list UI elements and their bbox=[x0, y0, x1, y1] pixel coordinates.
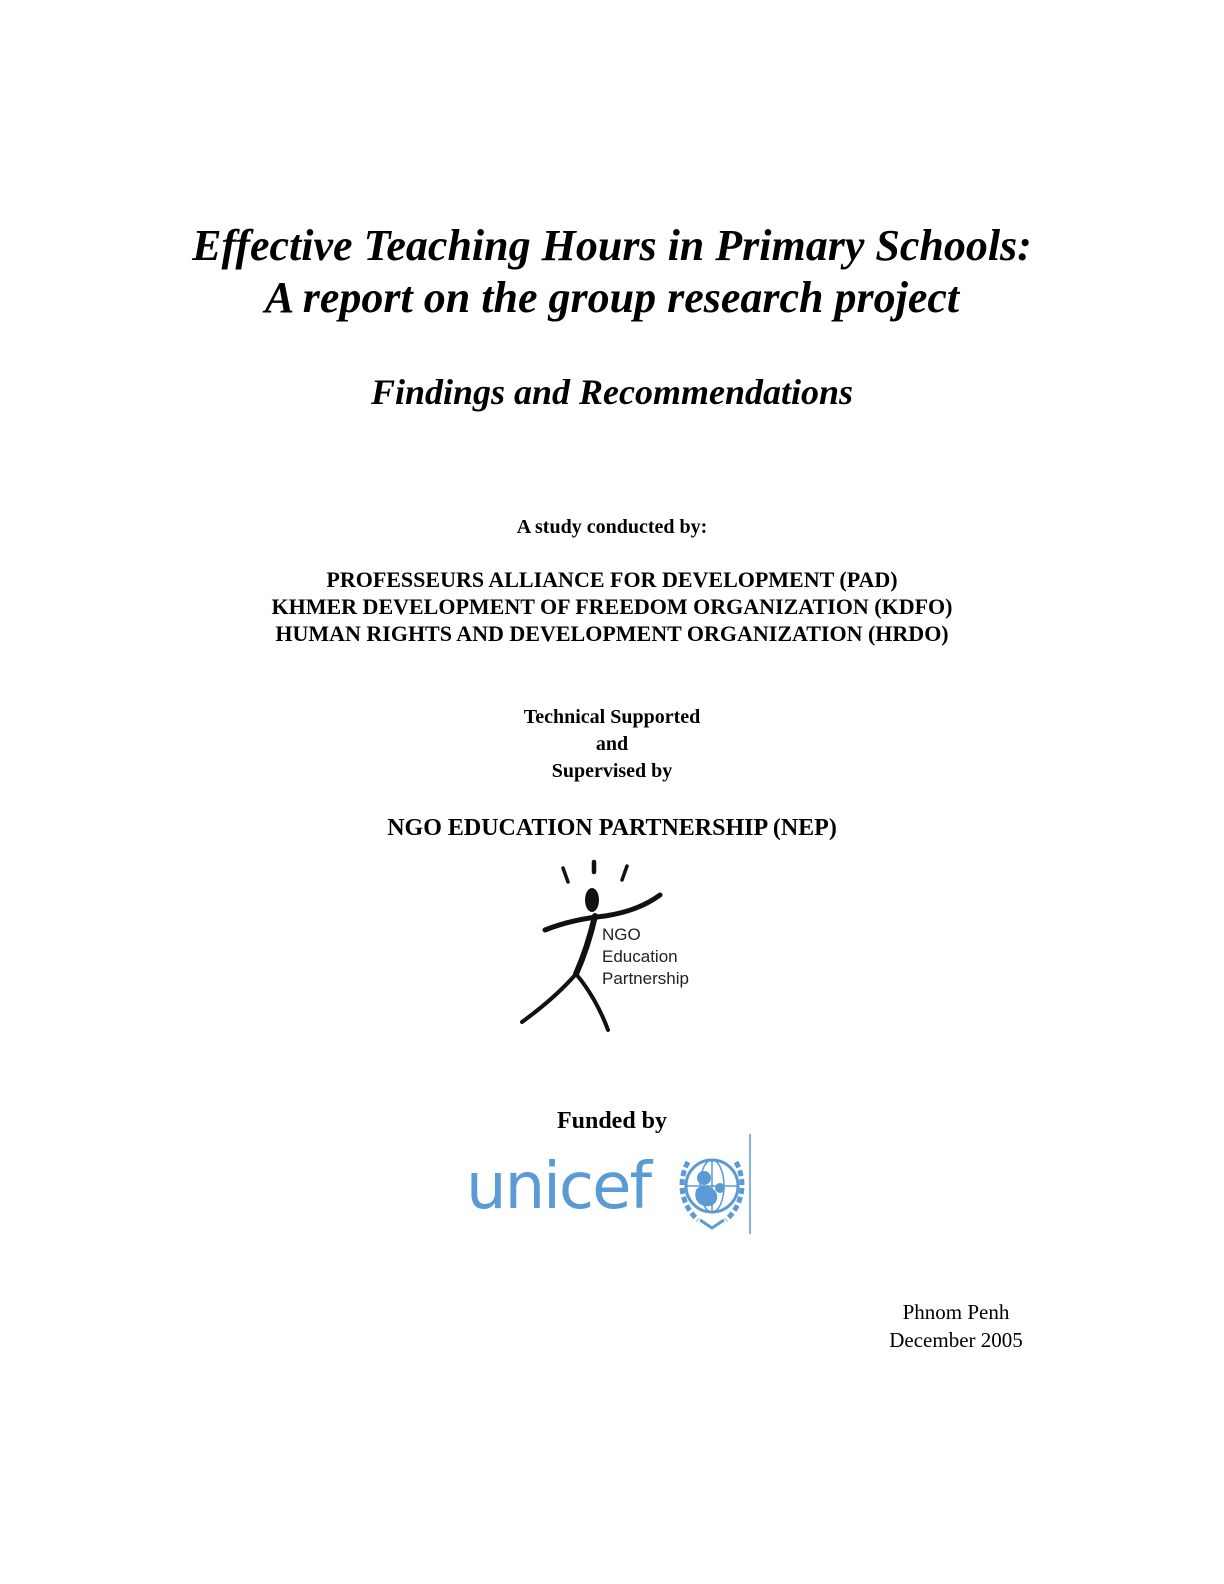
support-statement bbox=[0, 704, 1224, 785]
report-subtitle: Findings and Recommendations bbox=[370, 372, 854, 412]
title-line-2: A report on the group research project bbox=[264, 273, 960, 322]
date: December 2005 bbox=[889, 1328, 1023, 1352]
unicef-emblem-icon bbox=[674, 1132, 754, 1236]
nep-logo-line-2: Education bbox=[602, 947, 678, 966]
support-line-3: Supervised by bbox=[551, 760, 673, 782]
unicef-logo bbox=[466, 1132, 756, 1236]
organization-pad: PROFESSEURS ALLIANCE FOR DEVELOPMENT (PAD) bbox=[326, 567, 898, 592]
nep-logo-text bbox=[602, 924, 689, 990]
place: Phnom Penh bbox=[902, 1300, 1010, 1324]
organization-hrdo: HUMAN RIGHTS AND DEVELOPMENT ORGANIZATION (HRDO) bbox=[275, 621, 949, 646]
nep-logo bbox=[510, 858, 710, 1038]
unicef-wordmark: unicef bbox=[466, 1150, 650, 1224]
report-title bbox=[0, 220, 1224, 324]
partner-name: NGO EDUCATION PARTNERSHIP (NEP) bbox=[387, 815, 837, 841]
nep-logo-line-1: NGO bbox=[602, 925, 641, 944]
place-date bbox=[856, 1298, 1056, 1354]
support-line-1: Technical Supported bbox=[523, 706, 701, 728]
nep-logo-line-3: Partnership bbox=[602, 969, 689, 988]
funded-by-label: Funded by bbox=[556, 1108, 668, 1134]
title-line-1: Effective Teaching Hours in Primary Schools: bbox=[192, 221, 1032, 270]
organizations-list bbox=[0, 566, 1224, 647]
support-line-2: and bbox=[595, 733, 629, 755]
organization-kdfo: KHMER DEVELOPMENT OF FREEDOM ORGANIZATION (KDFO) bbox=[271, 594, 953, 619]
conducted-by-label: A study conducted by: bbox=[516, 516, 708, 538]
